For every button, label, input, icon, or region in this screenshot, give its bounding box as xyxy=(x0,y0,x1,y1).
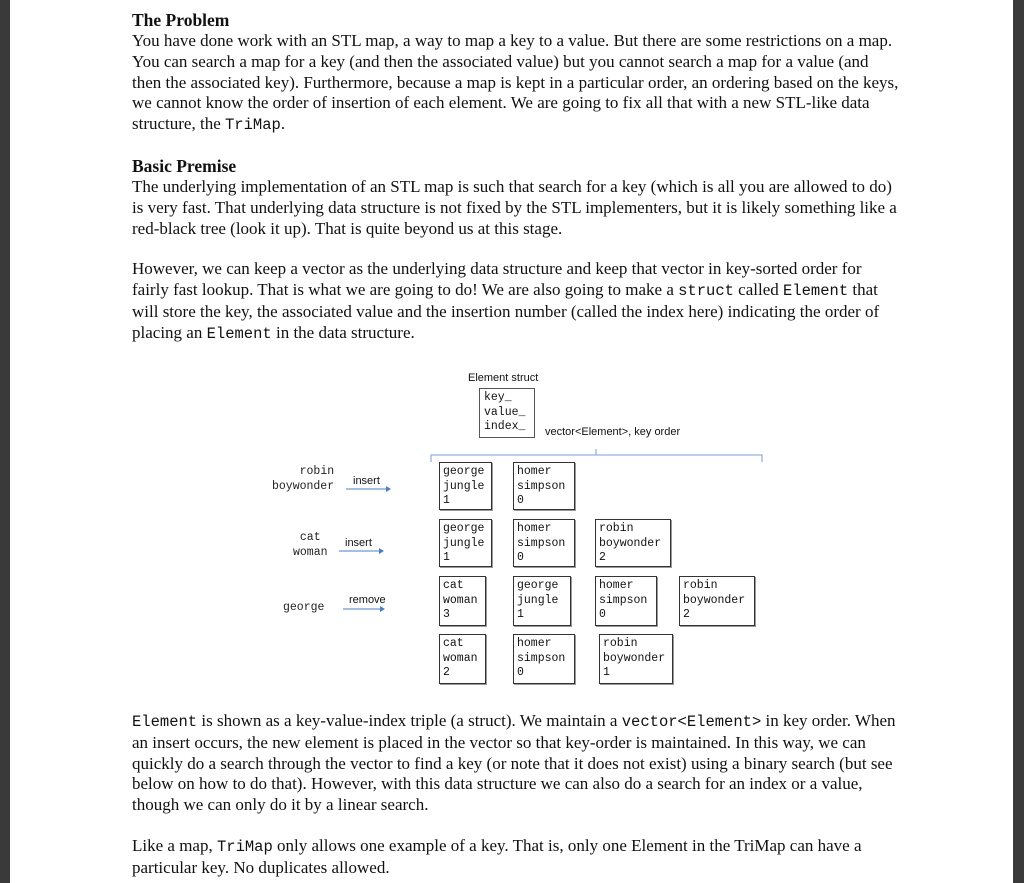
op-george: george xyxy=(283,601,325,614)
row3-element-3: homer simpson 0 xyxy=(595,576,657,626)
op-cat-woman: cat woman xyxy=(293,531,328,559)
vector-bracket xyxy=(431,449,762,462)
row4-element-1: cat woman 2 xyxy=(439,634,486,684)
row2-element-3: robin boywonder 2 xyxy=(595,519,671,567)
premise-paragraph-1: The underlying implementation of an STL map is such that search for a key (which is all you are allowed to do) is very fast. That underlying data structure is not fixed by the STL implementers, but it is likely something like a red-black tree (look it up). That is quite beyond us at this stage. xyxy=(132,176,897,238)
row3-element-4: robin boywonder 2 xyxy=(679,576,755,626)
remove-arrow xyxy=(343,606,385,612)
row2-element-2: homer simpson 0 xyxy=(513,519,575,567)
row2-element-1: george jungle 1 xyxy=(439,519,492,567)
premise-paragraph-2: However, we can keep a vector as the underlying data structure and keep that vector in key-sorted order for fairly fast lookup. That is what we are going to do! We are also going to make a struct called Element that will store the key, the associated value and the insertion number (called the index here) indicating the order of placing an Element in the data structure. xyxy=(132,259,880,343)
op-insert-label-1: insert xyxy=(353,475,380,487)
row1-element-2: homer simpson 0 xyxy=(513,462,575,510)
row4-element-3: robin boywonder 1 xyxy=(599,634,673,684)
op-remove-label: remove xyxy=(349,594,386,606)
heading-the-problem: The Problem xyxy=(132,10,230,30)
explanation-section xyxy=(132,711,902,879)
row3-element-1: cat woman 3 xyxy=(439,576,486,626)
op-robin-boywonder: robin boywonder xyxy=(272,465,335,493)
heading-basic-premise: Basic Premise xyxy=(132,155,237,176)
struct-field-index: index_ xyxy=(484,420,526,433)
explanation-paragraph-2: Like a map, TriMap only allows one example of a key. That is, only one Element in the TriMap can have a particular key. No duplicates allowed. xyxy=(132,835,862,877)
struct-field-value: value_ xyxy=(484,405,526,419)
struct-label: Element struct xyxy=(468,372,539,384)
row3-element-2: george jungle 1 xyxy=(513,576,571,626)
document-page xyxy=(10,0,1013,883)
vector-label: vector<Element>, key order xyxy=(545,426,681,438)
struct-field-key: key_ xyxy=(484,391,512,404)
row1-element-1: george jungle 1 xyxy=(439,462,492,510)
row4-element-2: homer simpson 0 xyxy=(513,634,575,684)
op-insert-label-2: insert xyxy=(345,537,372,549)
explanation-paragraph-1: Element is shown as a key-value-index triple (a struct). We maintain a vector<Element> in key order. When an insert occurs, the new element is placed in the vector so that key-order is maintained. In this way, we can quickly do a search through the vector to find a key (or note that it does not exist) using a binary search (but see below on how to do that). However, with this data structure we can also do a search for an index or a value, though we can only do it by a linear search. xyxy=(132,711,896,815)
problem-paragraph: You have done work with an STL map, a way to map a key to a value. But there are some restrictions on a map. You can search a map for a key (and then the associated value) but you cannot search a map for a value (and then the associated key). Furthermore, because a map is kept in a particular order, an ordering based on the keys, we cannot know the order of insertion of each element. We are going to fix all that with a new STL-like data structure, the TriMap. xyxy=(132,31,899,135)
